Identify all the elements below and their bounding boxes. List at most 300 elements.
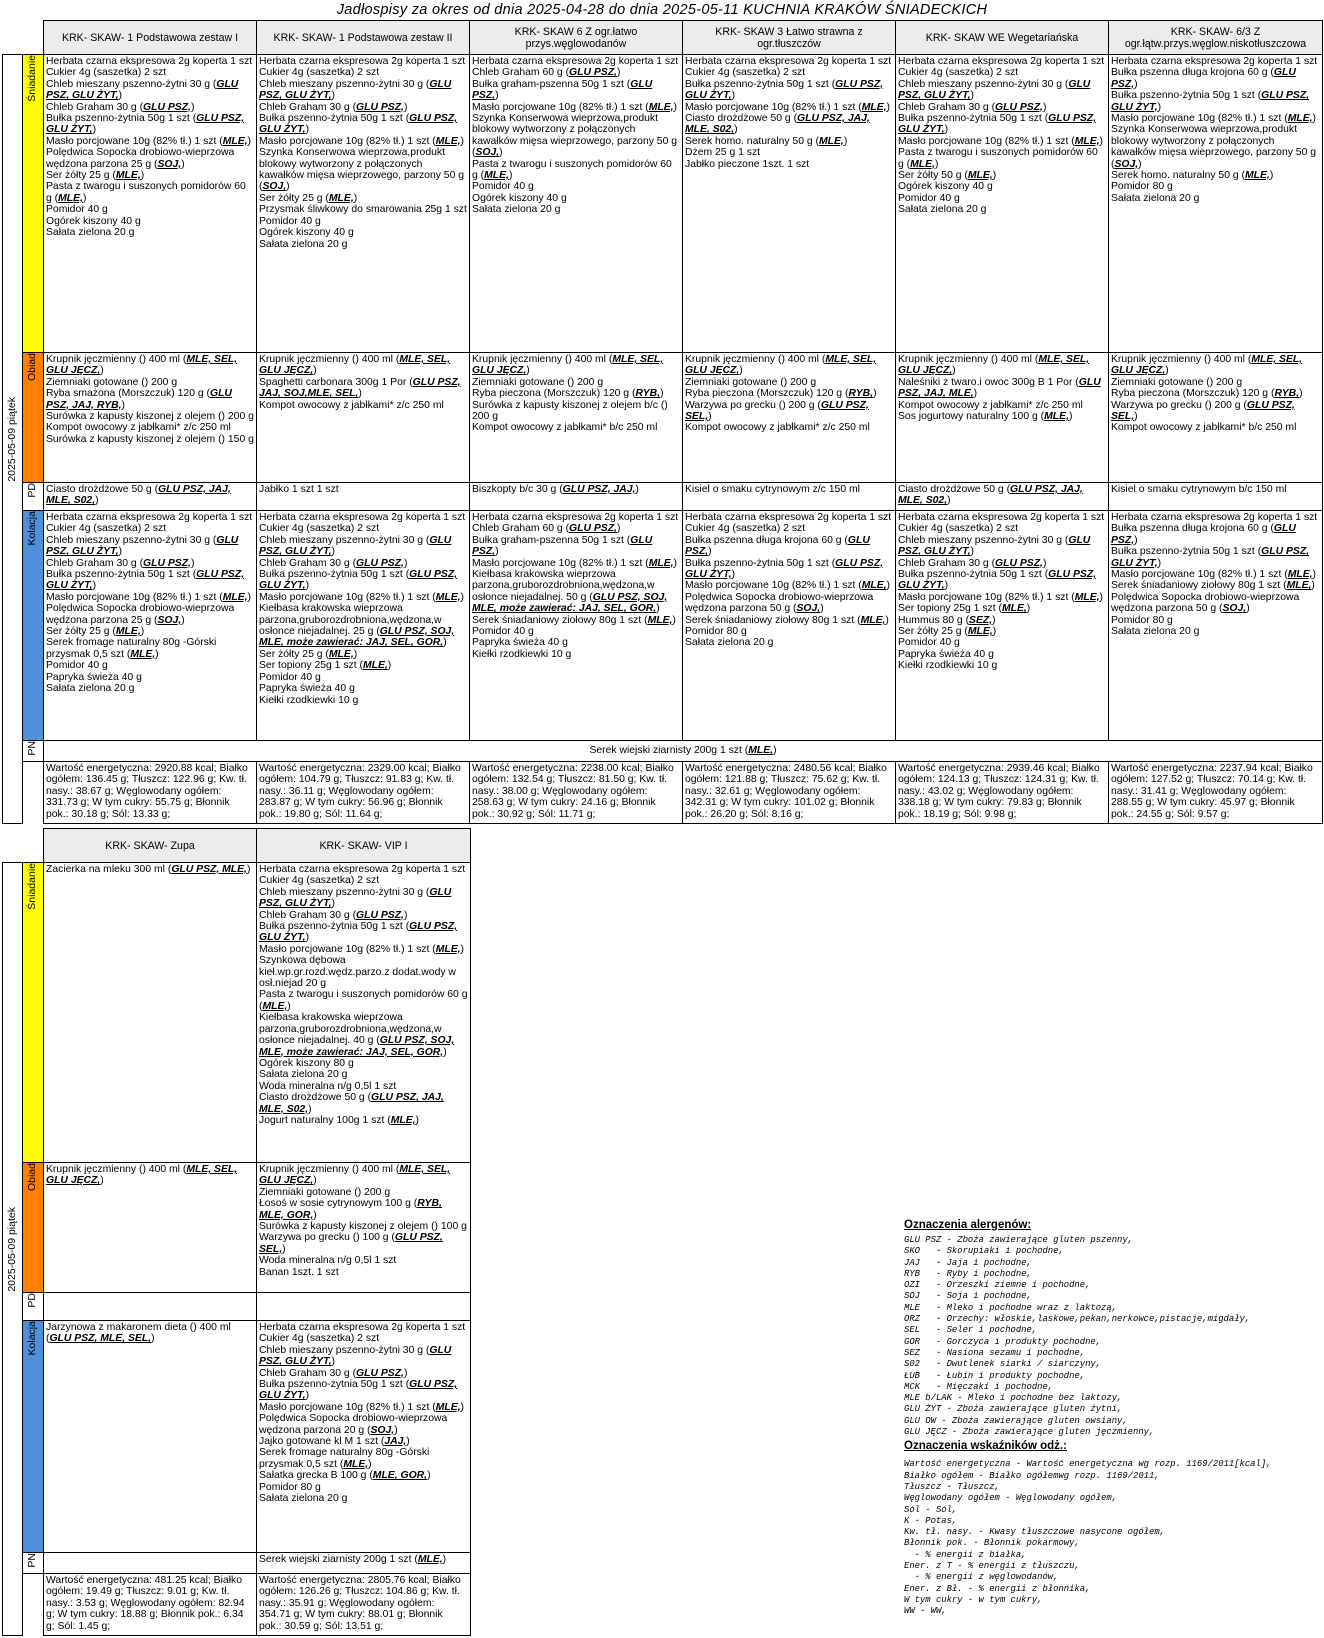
menu-line: Chleb mieszany pszenno-żytni 30 g (GLU PSZ, GLU ŻYT,) — [259, 78, 452, 102]
menu-line: Polędwica Sopocka drobiowo-wieprzowa wędzona parzona 50 g (SOJ,) — [1111, 591, 1300, 615]
nutrition-summary — [44, 1574, 257, 1636]
allergen-codes: MLE, SEL, GLU JĘCZ, — [472, 354, 664, 377]
allergen-codes: GLU PSZ, GLU ŻYT, — [1111, 546, 1310, 569]
allergen-codes: MLE, — [435, 135, 461, 147]
menu-line: Pasta z twarogu i suszonych pomidorów 60 g (MLE,) — [472, 158, 672, 182]
allergen-codes: MLE, SEL, GLU JĘCZ, — [46, 354, 238, 377]
legend-line: GLU ŻYT - Zboża zawierające gluten żytni, — [904, 1404, 1123, 1415]
allergen-codes: MLE, — [1286, 580, 1312, 592]
menu-line: Chleb Graham 30 g (GLU PSZ,) — [46, 557, 195, 569]
menu-line: Ser topiony 25g 1 szt (MLE,) — [898, 603, 1031, 615]
menu-line: Serek homo. naturalny 50 g (MLE,) — [685, 135, 848, 147]
allergen-codes: MLE, — [1074, 591, 1100, 603]
menu-line: Herbata czarna ekspresowa 2g koperta 1 szt — [46, 56, 253, 67]
menu-line: Cukier 4g (saszetka) 2 szt — [259, 1333, 380, 1345]
menu-line: Sałata zielona 20 g — [46, 683, 135, 695]
menu-line: Kompot owocowy z jabłkami* b/c 250 ml — [472, 422, 658, 434]
menu-line: Serek homo. naturalny 50 g (MLE,) — [1111, 170, 1274, 182]
legend-line: GLU JĘCZ - Zboża zawierające gluten jęczmienny, — [904, 1427, 1155, 1438]
row-pn — [3, 741, 1323, 762]
meal-label-sniadanie: Śniadanie — [23, 863, 44, 1163]
menu-cell — [470, 483, 683, 511]
menu-line: Szynka Konserwowa wieprzowa,produkt blokowy wytworzony z połączonych kawałków mięsa wieprzowego, parzony 50 g (SOJ,) — [472, 113, 678, 159]
row-obiad — [3, 1163, 471, 1293]
column-header: KRK- SKAW- 1 Podstawowa zestaw I — [44, 21, 257, 55]
menu-line: Herbata czarna ekspresowa 2g koperta 1 szt — [259, 512, 466, 523]
menu-line: Chleb Graham 30 g (GLU PSZ,) — [259, 557, 408, 569]
menu-line: Kiełbasa krakowska wieprzowa parzona,gruborozdrobniona,wędzona,w osłonce niejadalnej. 50 g (GLU PSZ, SOJ, MLE, może zawierać: JAJ, SEL, GOR,) — [472, 569, 668, 615]
menu-line: Polędwica Sopocka drobiowo-wieprzowa wędzona parzona 20 g (SOJ,) — [259, 1413, 448, 1436]
menu-line: Herbata czarna ekspresowa 2g koperta 1 szt — [898, 56, 1105, 67]
allergen-codes: MLE, — [861, 101, 887, 113]
menu-line: Bułka pszenno-żytnia 50g 1 szt (GLU PSZ, GLU ŻYT,) — [1111, 546, 1310, 569]
menu-line: Warzywa po grecku () 100 g (GLU PSZ, SEL,) — [259, 1232, 443, 1255]
indicator-list — [904, 1459, 1324, 1617]
legend-line: ŁUB - Łubin i produkty pochodne, — [904, 1370, 1086, 1381]
legend-line: GLU OW - Zboża zawierające gluten owsiany, — [904, 1415, 1128, 1426]
allergen-codes: MLE, — [222, 591, 248, 603]
menu-line: Chleb mieszany pszenno-żytni 30 g (GLU PSZ, GLU ŻYT,) — [259, 886, 452, 910]
menu-line: Sos jogurtowy naturalny 100 g (MLE,) — [898, 411, 1073, 423]
menu-line: Serek śniadaniowy ziołowy 80g 1 szt (MLE,) — [685, 614, 889, 626]
menu-line: Herbata czarna ekspresowa 2g koperta 1 szt — [259, 1322, 466, 1333]
allergen-codes: GLU PSZ, GLU ŻYT, — [259, 113, 458, 136]
allergen-codes: MLE, SEL, GLU JĘCZ, — [1111, 354, 1303, 377]
allergen-codes: MLE, — [435, 943, 461, 955]
meal-label-kolacja: Kolacja — [23, 1321, 44, 1553]
allergen-codes: MLE, — [1044, 411, 1069, 423]
allergen-codes: MLE, SEL, GLU JĘCZ, — [259, 1164, 451, 1187]
allergen-codes: GLU PSZ, GLU ŻYT, — [46, 113, 245, 136]
menu-line: Kompot owocowy z jabłkami* z/c 250 ml — [898, 399, 1083, 411]
menu-line: Chleb Graham 30 g (GLU PSZ,) — [46, 101, 195, 113]
menu-line: Herbata czarna ekspresowa 2g koperta 1 szt — [685, 512, 892, 523]
date-cell — [3, 863, 23, 1636]
menu-cell — [44, 55, 257, 353]
menu-line: Ser żółty 25 g (MLE,) — [259, 648, 358, 660]
menu-line: Cukier 4g (saszetka) 2 szt — [898, 67, 1019, 79]
legend-line: - % energii z węglowodanów, — [904, 1572, 1059, 1583]
menu-line: Sałata zielona 20 g — [472, 204, 561, 216]
allergen-codes: MLE, SEL, GLU JĘCZ, — [46, 1164, 238, 1187]
menu-line: Surówka z kapusty kiszonej z olejem () 200 g — [46, 411, 254, 423]
menu-line: Pomidor 40 g — [898, 637, 960, 649]
allergen-codes: SOJ, — [262, 181, 287, 193]
allergen-codes: GLU PSZ, JAJ, MLE, S02, — [259, 1092, 444, 1115]
allergen-codes: GLU PSZ, GLU ŻYT, — [46, 569, 245, 592]
menu-line: Spaghetti carbonara 300g 1 Por (GLU PSZ, JAJ, SOJ,MLE, SEL,) — [259, 376, 461, 400]
menu-line: Bułka pszenna długa krojona 60 g (GLU PSZ,) — [1111, 523, 1296, 546]
menu-cell — [470, 55, 683, 353]
legend-line: MLE b/LAK - Mleko i pochodne bez laktozy, — [904, 1393, 1123, 1404]
menu-line: Herbata czarna ekspresowa 2g koperta 1 szt — [259, 864, 466, 875]
menu-line: Ser żółty 25 g (MLE,) — [46, 170, 145, 182]
menu-line: Polędwica Sopocka drobiowo-wieprzowa wędzona parzona 25 g (SOJ,) — [46, 147, 235, 170]
column-header: KRK- SKAW WE Wegetariańska — [896, 21, 1109, 55]
legend-line: K - Potas, — [904, 1515, 958, 1526]
menu-line: Bułka graham-pszenna 50g 1 szt (GLU PSZ,) — [472, 78, 653, 102]
legend-line: Sól - Sól, — [904, 1504, 958, 1515]
allergen-codes: MLE, — [967, 170, 993, 182]
menu-line: Ser żółty 25 g (MLE,) — [259, 192, 358, 204]
menu-line: Pasta z twarogu i suszonych pomidorów 60 g (MLE,) — [259, 989, 468, 1012]
menu-line: Sałata zielona 20 g — [46, 227, 135, 239]
allergen-codes: SOJ, — [157, 158, 182, 170]
allergen-codes: JAJ, — [384, 1436, 407, 1448]
menu-line: Sałata zielona 20 g — [685, 637, 774, 649]
menu-line: Masło porcjowane 10g (82% tł.) 1 szt (MLE,) — [1111, 113, 1317, 125]
menu-line: Cukier 4g (saszetka) 2 szt — [259, 67, 380, 79]
allergen-codes: GLU PSZ, SEL, — [685, 399, 869, 423]
menu-line: Masło porcjowane 10g (82% tł.) 1 szt (MLE,) — [259, 943, 465, 955]
allergen-codes: GLU PSZ, GLU ŻYT, — [46, 78, 239, 102]
menu-line: Bułka pszenno-żytnia 50g 1 szt (GLU PSZ, GLU ŻYT,) — [898, 569, 1097, 592]
menu-line: Krupnik jęczmienny () 400 ml (MLE, SEL, GLU JĘCZ,) — [472, 354, 664, 377]
menu-line: Ryba smażona (Morszczuk) 120 g (GLU PSZ, JAJ, RYB,) — [46, 388, 232, 411]
menu-line: Masło porcjowane 10g (82% tł.) 1 szt (MLE,) — [46, 591, 252, 603]
allergen-codes: GLU PSZ, — [472, 534, 653, 558]
allergen-codes: SOJ, — [370, 1424, 395, 1436]
allergen-codes: MLE, — [1287, 569, 1313, 581]
meal-label-pd: PD — [23, 1293, 44, 1321]
menu-line: Kompot owocowy z jabłkami* z/c 250 ml — [259, 399, 444, 411]
menu-line: Ciasto drożdżowe 50 g (GLU PSZ, JAJ, MLE, S02,) — [259, 1092, 444, 1115]
menu-line: Krupnik jęczmienny () 400 ml (MLE, SEL, GLU JĘCZ,) — [46, 1164, 238, 1187]
menu-line: Bułka pszenno-żytnia 50g 1 szt (GLU PSZ, GLU ŻYT,) — [259, 569, 458, 592]
allergen-codes: MLE, — [647, 614, 673, 626]
menu-cell — [470, 353, 683, 483]
allergen-codes: GLU PSZ, GLU ŻYT, — [259, 886, 452, 910]
menu-cell — [257, 1163, 471, 1293]
menu-line: Kompot owocowy z jabłkami* b/c 250 ml — [1111, 422, 1297, 434]
menu-line: Ziemniaki gotowane () 200 g — [1111, 376, 1243, 388]
legend-line: SEZ - Nasiona sezamu i pochodne, — [904, 1347, 1086, 1358]
allergen-codes: MLE, — [967, 626, 993, 638]
nutrition-summary — [257, 762, 470, 824]
menu-line: Szynka Konserwowa wieprzowa,produkt blokowy wytworzony z połączonych kawałków mięsa wieprzowego, parzony 50 g (SOJ,) — [1111, 124, 1317, 170]
allergen-codes: GLU PSZ, — [356, 1367, 404, 1379]
menu-cell — [257, 353, 470, 483]
allergen-codes: RYB, MLE, GOR, — [259, 1198, 442, 1221]
allergen-codes: MLE, — [748, 745, 774, 757]
legend-line: WW - WW, — [904, 1606, 947, 1617]
menu-line: Pasta z twarogu i suszonych pomidorów 60 g (MLE,) — [898, 147, 1098, 170]
menu-cell — [683, 55, 896, 353]
row-sniadanie — [3, 55, 1323, 353]
menu-cell — [683, 353, 896, 483]
column-header: KRK- SKAW 6 Z ogr.łatwo przys.węglowodanów — [470, 21, 683, 55]
legend-line: S02 - Dwutlenek siarki / siarczyny, — [904, 1359, 1102, 1370]
menu-cell-pn — [44, 741, 1323, 762]
date-label: 2025-05-09 piątek — [5, 396, 18, 482]
menu-line: Sałata zielona 20 g — [898, 204, 987, 216]
menu-line: Bułka pszenno-żytnia 50g 1 szt (GLU PSZ, GLU ŻYT,) — [898, 113, 1097, 136]
allergen-codes: MLE, — [115, 170, 141, 182]
allergen-codes: GLU PSZ, JAJ, MLE, — [898, 376, 1101, 400]
menu-line: Masło porcjowane 10g (82% tł.) 1 szt (MLE,) — [259, 591, 465, 603]
menu-line: Chleb Graham 30 g (GLU PSZ,) — [898, 557, 1047, 569]
menu-line: Sałata zielona 20 g — [259, 238, 348, 250]
allergen-codes: GLU PSZ, GLU ŻYT, — [1111, 90, 1310, 113]
menu-cell — [896, 483, 1109, 511]
menu-cell — [44, 1321, 257, 1553]
menu-cell — [44, 511, 257, 741]
menu-line: Masło porcjowane 10g (82% tł.) 1 szt (MLE,) — [259, 1401, 465, 1413]
allergen-codes: GLU PSZ, GLU ŻYT, — [898, 569, 1097, 592]
menu-line: Herbata czarna ekspresowa 2g koperta 1 szt — [1111, 56, 1318, 67]
menu-line: Ser żółty 25 g (MLE,) — [898, 626, 997, 638]
menu-line: Bułka pszenna długa krojona 60 g (GLU PSZ,) — [685, 534, 870, 558]
legend-line: SOJ - Soja i pochodne, — [904, 1291, 1032, 1302]
row-summary — [3, 762, 1323, 824]
menu-line: Sałata zielona 20 g — [259, 1069, 348, 1081]
menu-line: Pomidor 40 g — [898, 192, 960, 204]
menu-line: Sałata zielona 20 g — [1111, 626, 1200, 638]
row-obiad — [3, 353, 1323, 483]
allergen-codes: GLU PSZ, — [356, 101, 404, 113]
menu-line: Serek wiejski ziarnisty 200g 1 szt (MLE,) — [259, 1554, 447, 1565]
menu-line: Pomidor 40 g — [46, 204, 108, 216]
legend-line: JAJ - Jaja i pochodne, — [904, 1257, 1032, 1268]
meal-label-obiad: Obiad — [23, 353, 44, 483]
allergen-codes: GLU PSZ, — [1111, 523, 1296, 546]
menu-line: Ciasto drożdżowe 50 g (GLU PSZ, JAJ, MLE, S02,) — [46, 484, 231, 507]
allergen-codes: MLE, — [819, 135, 844, 147]
menu-cell — [1109, 55, 1323, 353]
menu-line: Pomidor 80 g — [1111, 181, 1173, 193]
allergen-codes: MLE, — [861, 580, 887, 592]
nutrition-summary — [896, 762, 1109, 824]
menu-line: Cukier 4g (saszetka) 2 szt — [259, 523, 380, 535]
menu-line: Bułka graham-pszenna 50g 1 szt (GLU PSZ,) — [472, 534, 653, 558]
menu-cell — [44, 1163, 257, 1293]
legend-line: GOR - Gorczyca i produkty pochodne, — [904, 1336, 1102, 1347]
menu-line: Surówka z kapusty kiszonej z olejem b/c () 200 g — [472, 399, 668, 423]
legend-line: GLU PSZ - Zboża zawierające gluten pszenny, — [904, 1235, 1134, 1245]
menu-line: Ryba pieczona (Morszczuk) 120 g (RYB,) — [472, 388, 664, 400]
legend-line: OZI - Orzeszki ziemne i pochodne, — [904, 1280, 1091, 1291]
legend-line: MLE - Mleko i pochodne wraz z laktozą, — [904, 1302, 1118, 1313]
allergen-codes: MLE, — [328, 192, 354, 204]
menu-line: Wartość energetyczna: 2939.46 kcal; Białko ogółem: 124.13 g; Tłuszcz: 124.31 g; Kw. tł. nasy.: 43.02 g; Węglowodany ogółem: 338.18 g; W tym cukry: 79.83 g; Błonnik pok.: 18.19 g; Sól: 9.98 g; — [898, 763, 1100, 820]
menu-line: Łosoś w sosie cytrynowym 100 g (RYB, MLE, GOR,) — [259, 1198, 442, 1221]
allergen-codes: MLE, — [58, 192, 83, 204]
nutrition-summary — [257, 1574, 471, 1636]
menu-line: Polędwica Sopocka drobiowo-wieprzowa wędzona parzona 50 g (SOJ,) — [685, 591, 874, 615]
menu-line: Surówka z kapusty kiszonej z olejem () 150 g — [46, 433, 254, 445]
allergen-codes: MLE, — [910, 158, 935, 170]
allergen-codes: GLU PSZ, MLE, — [171, 864, 247, 875]
menu-line: Kiełbasa krakowska wieprzowa parzona,gruborozdrobniona,wędzona,w osłonce niejadalnej. 25 g (GLU PSZ, SOJ, MLE, może zawierać: JAJ, SEL, GOR,) — [259, 603, 455, 649]
menu-line: Szynkowa dębowa kieł.wp.gr.rozd.wędz.parzo.z dodat.wody w osł.niejad 20 g — [259, 955, 456, 990]
menu-line: Chleb mieszany pszenno-żytni 30 g (GLU PSZ, GLU ŻYT,) — [46, 534, 239, 558]
allergen-codes: MLE, — [1001, 603, 1027, 615]
menu-line: Pomidor 80 g — [1111, 614, 1173, 626]
allergen-codes: GLU PSZ, SOJ, MLE, może zawierać: JAJ, SEL, GOR, — [259, 1035, 455, 1058]
allergen-codes: GLU PSZ, — [143, 557, 191, 569]
menu-line: Surówka z kapusty kiszonej z olejem () 100 g — [259, 1221, 467, 1233]
menu-line: Krupnik jęczmienny () 400 ml (MLE, SEL, GLU JĘCZ,) — [1111, 354, 1303, 377]
menu-line: Jabłko pieczone 1szt. 1 szt — [685, 158, 810, 170]
legend-line: Wartość energetyczna - Wartość energetyczna wg rozp. 1169/2011[kcal], — [904, 1459, 1272, 1470]
menu-line: Ogórek kiszony 40 g — [898, 181, 993, 193]
menu-line: Bułka pszenno-żytnia 50g 1 szt (GLU PSZ, GLU ŻYT,) — [259, 113, 458, 136]
menu-line: Herbata czarna ekspresowa 2g koperta 1 szt — [685, 56, 892, 67]
menu-line: Dżem 25 g 1 szt — [685, 147, 761, 159]
menu-line: Wartość energetyczna: 2805.76 kcal; Białko ogółem: 126.26 g; Tłuszcz: 104.86 g; Kw. tł. nasy.: 35.91 g; Węglowodany ogółem: 354.71 g; W tym cukry: 88.01 g; Błonnik pok.: 30.59 g; Sól: 13.51 g; — [259, 1575, 461, 1632]
menu-line: Krupnik jęczmienny () 400 ml (MLE, SEL, GLU JĘCZ,) — [259, 354, 451, 377]
menu-table-1 — [2, 20, 1323, 824]
menu-cell — [257, 483, 470, 511]
menu-line: Bułka pszenno-żytnia 50g 1 szt (GLU PSZ, GLU ŻYT,) — [46, 569, 245, 592]
menu-line: Ziemniaki gotowane () 200 g — [46, 376, 178, 388]
legend-line: SKO - Skorupiaki i pochodne, — [904, 1246, 1064, 1257]
menu-line: Wartość energetyczna: 2238.00 kcal; Białko ogółem: 132.54 g; Tłuszcz: 81.50 g; Kw. tł. nasy.: 38.00 g; Węglowodany ogółem: 258.63 g; W tym cukry: 24.16 g; Błonnik pok.: 30.92 g; Sól: 11.71 g; — [472, 763, 674, 820]
menu-line: Pomidor 80 g — [259, 1481, 321, 1493]
row-pd — [3, 483, 1323, 511]
allergen-codes: GLU PSZ, GLU ŻYT, — [259, 78, 452, 102]
menu-line: Bułka pszenno-żytnia 50g 1 szt (GLU PSZ, GLU ŻYT,) — [1111, 90, 1310, 113]
allergen-codes: GLU PSZ, JAJ, — [562, 484, 636, 495]
menu-line: Serek wiejski ziarnisty 200g 1 szt (MLE,) — [589, 745, 777, 757]
menu-line: Serek fromage naturalny 80g -Górski przysmak 0,5 szt (MLE,) — [46, 637, 217, 660]
menu-line: Masło porcjowane 10g (82% tł.) 1 szt (MLE,) — [46, 135, 252, 147]
menu-line: Chleb Graham 30 g (GLU PSZ,) — [259, 101, 408, 113]
menu-table-2 — [2, 828, 471, 1636]
menu-line: Herbata czarna ekspresowa 2g koperta 1 szt — [472, 56, 679, 67]
menu-line: Kiełki rzodkiewki 10 g — [259, 694, 359, 706]
page-title: Jadłospisy za okres od dnia 2025-04-28 do dnia 2025-05-11 KUCHNIA KRAKÓW ŚNIADECKICH — [336, 2, 988, 18]
allergen-codes: GLU PSZ, SOJ, MLE, może zawierać: JAJ, SEL, GOR, — [472, 591, 668, 615]
menu-line: Ryba pieczona (Morszczuk) 120 g (RYB,) — [1111, 388, 1303, 400]
menu-line: Pomidor 40 g — [259, 671, 321, 683]
menu-line: Serek śniadaniowy ziołowy 80g 1 szt (MLE,) — [472, 614, 676, 626]
menu-cell — [896, 511, 1109, 741]
menu-line: Masło porcjowane 10g (82% tł.) 1 szt (MLE,) — [898, 135, 1104, 147]
menu-line: Wartość energetyczna: 2480.56 kcal; Białko ogółem: 121.88 g; Tłuszcz: 75.62 g; Kw. tł. nasy.: 32.61 g; Węglowodany ogółem: 342.31 g; W tym cukry: 101.02 g; Błonnik pok.: 26.20 g; Sól: 8.16 g; — [685, 763, 887, 820]
legend-line: RYB - Ryby i pochodne, — [904, 1268, 1032, 1279]
allergen-codes: GLU PSZ, — [995, 101, 1043, 113]
allergen-codes: MLE, — [1287, 113, 1313, 125]
nutrition-summary — [470, 762, 683, 824]
allergen-codes: MLE, — [362, 660, 388, 672]
menu-line: Kiełki rzodkiewki 10 g — [898, 660, 998, 672]
menu-line: Pomidor 40 g — [46, 660, 108, 672]
menu-line: Krupnik jęczmienny () 400 ml (MLE, SEL, GLU JĘCZ,) — [46, 354, 238, 377]
menu-line: Bułka pszenno-żytnia 50g 1 szt (GLU PSZ, GLU ŻYT,) — [259, 921, 458, 944]
allergen-codes: GLU PSZ, — [356, 557, 404, 569]
allergen-codes: MLE, — [115, 626, 141, 638]
menu-cell — [44, 483, 257, 511]
menu-line: Kisiel o smaku cytrynowym b/c 150 ml — [1111, 484, 1287, 495]
menu-cell — [257, 1293, 471, 1321]
allergen-codes: GLU PSZ, JAJ, RYB, — [46, 388, 232, 411]
menu-line: Papryka świeża 40 g — [46, 671, 142, 683]
menu-line: Kisiel o smaku cytrynowym z/c 150 ml — [685, 484, 860, 495]
allergen-codes: GLU PSZ, GLU ŻYT, — [898, 113, 1097, 136]
menu-line: Chleb mieszany pszenno-żytni 30 g (GLU PSZ, GLU ŻYT,) — [259, 534, 452, 558]
meal-label-obiad: Obiad — [23, 1163, 44, 1293]
allergen-codes: MLE, SEL, GLU JĘCZ, — [685, 354, 877, 377]
legend-line: Ener. z T - % energii z tłuszczu, — [904, 1561, 1080, 1572]
menu-line: Polędwica Sopocka drobiowo-wieprzowa wędzona parzona 25 g (SOJ,) — [46, 603, 235, 626]
date-label: 2025-05-09 piątek — [5, 1206, 18, 1292]
allergen-codes: GLU PSZ, — [143, 101, 191, 113]
legend-line: SEL - Seler i pochodne, — [904, 1325, 1038, 1336]
allergen-codes: GLU PSZ, SOJ, MLE, może zawierać: JAJ, SEL, GOR, — [259, 626, 455, 649]
menu-line: Serek fromage naturalny 80g -Górski przysmak 0,5 szt (MLE,) — [259, 1447, 430, 1470]
column-header: KRK- SKAW- Zupa — [44, 829, 257, 863]
allergen-codes: GLU PSZ, JAJ, SOJ,MLE, SEL, — [259, 376, 461, 400]
menu-line: Jabłko 1 szt 1 szt — [259, 484, 339, 495]
menu-line: Kiełki rzodkiewki 10 g — [472, 648, 572, 660]
menu-line: Pomidor 40 g — [472, 181, 534, 193]
menu-line: Krupnik jęczmienny () 400 ml (MLE, SEL, GLU JĘCZ,) — [259, 1164, 451, 1187]
menu-line: Bułka pszenno-żytnia 50g 1 szt (GLU PSZ, GLU ŻYT,) — [685, 557, 884, 581]
menu-line: Banan 1szt. 1 szt — [259, 1266, 339, 1278]
menu-line: Ser żółty 25 g (MLE,) — [46, 626, 145, 638]
nutrition-summary — [44, 762, 257, 824]
menu-cell — [1109, 511, 1323, 741]
menu-line: Chleb Graham 30 g (GLU PSZ,) — [259, 1367, 408, 1379]
menu-line: Masło porcjowane 10g (82% tł.) 1 szt (MLE,) — [898, 591, 1104, 603]
menu-line: Sałatka grecka B 100 g (MLE, GOR,) — [259, 1470, 431, 1482]
allergen-codes: MLE, — [435, 591, 461, 603]
allergen-codes: MLE, — [262, 1000, 288, 1012]
menu-cell — [257, 863, 471, 1163]
date-cell — [3, 55, 23, 824]
meal-label-pn: PN — [23, 1553, 44, 1574]
menu-line: Jajko gotowane kl M 1 szt (JAJ,) — [259, 1436, 410, 1448]
menu-line: Masło porcjowane 10g (82% tł.) 1 szt (MLE,) — [685, 580, 891, 592]
legend-line: Ener. z Bł. - % energii z błonnika, — [904, 1583, 1091, 1594]
allergen-codes: MLE, — [130, 648, 156, 660]
menu-cell — [44, 1293, 257, 1321]
allergen-codes: MLE, — [648, 101, 674, 113]
allergen-codes: RYB, — [1274, 388, 1300, 400]
menu-line: Bułka pszenno-żytnia 50g 1 szt (GLU PSZ, GLU ŻYT,) — [46, 113, 245, 136]
menu-line: Pomidor 80 g — [685, 626, 747, 638]
menu-line: Cukier 4g (saszetka) 2 szt — [259, 875, 380, 887]
menu-line: Kompot owocowy z jabłkami* z/c 250 ml — [46, 422, 231, 434]
menu-line: Pomidor 40 g — [259, 215, 321, 227]
menu-line: Masło porcjowane 10g (82% tł.) 1 szt (MLE,) — [472, 557, 678, 569]
allergen-codes: MLE, — [435, 1401, 461, 1413]
allergen-codes: GLU PSZ, GLU ŻYT, — [259, 569, 458, 592]
allergen-codes: MLE, — [390, 1114, 416, 1126]
allergen-codes: RYB, — [848, 388, 874, 400]
allergen-codes: GLU PSZ, — [569, 523, 617, 535]
menu-cell — [683, 483, 896, 511]
menu-line: Herbata czarna ekspresowa 2g koperta 1 szt — [46, 512, 253, 523]
allergen-codes: GLU PSZ, GLU ŻYT, — [898, 534, 1091, 558]
menu-line: Ser żółty 50 g (MLE,) — [898, 170, 997, 182]
menu-cell — [1109, 353, 1323, 483]
menu-line: Chleb Graham 60 g (GLU PSZ,) — [472, 67, 621, 79]
menu-line: Ziemniaki gotowane () 200 g — [685, 376, 817, 388]
menu-line: Masło porcjowane 10g (82% tł.) 1 szt (MLE,) — [472, 101, 678, 113]
menu-line: Chleb mieszany pszenno-żytni 30 g (GLU PSZ, GLU ŻYT,) — [46, 78, 239, 102]
menu-line: Krupnik jęczmienny () 400 ml (MLE, SEL, GLU JĘCZ,) — [898, 354, 1090, 377]
menu-line: Chleb mieszany pszenno-żytni 30 g (GLU PSZ, GLU ŻYT,) — [259, 1344, 452, 1368]
menu-line: Herbata czarna ekspresowa 2g koperta 1 szt — [1111, 512, 1318, 523]
row-pd — [3, 1293, 471, 1321]
meal-label-sniadanie: Śniadanie — [23, 55, 44, 353]
allergen-codes: GLU PSZ, — [995, 557, 1043, 569]
allergen-codes: GLU PSZ, SEL, — [1111, 399, 1295, 423]
menu-line: Ryba pieczona (Morszczuk) 120 g (RYB,) — [685, 388, 877, 400]
menu-line: Masło porcjowane 10g (82% tł.) 1 szt (MLE,) — [685, 101, 891, 113]
